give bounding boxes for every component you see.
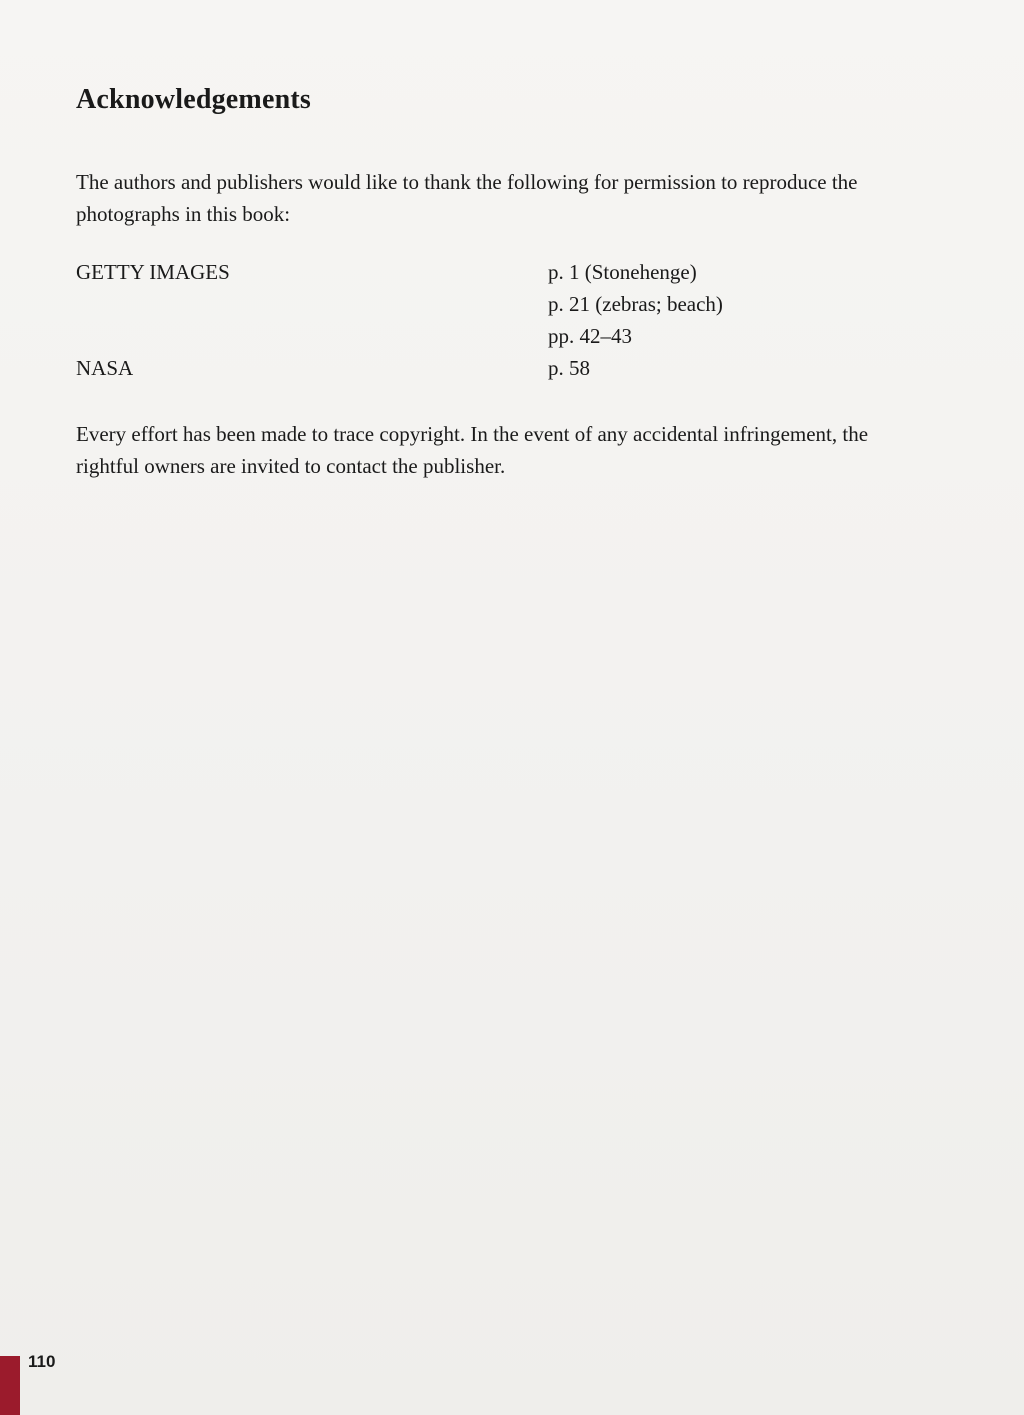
credit-row — [76, 320, 936, 352]
credit-page-reference: p. 58 — [548, 356, 590, 380]
credit-source: GETTY IMAGES — [76, 260, 230, 284]
credit-row — [76, 352, 936, 384]
credit-page-reference: p. 1 (Stonehenge) — [548, 260, 697, 284]
copyright-notice: Every effort has been made to trace copyright. In the event of any accidental infringement, the rightful owners are invited to contact the publisher. — [76, 422, 869, 478]
photo-credits-list — [76, 256, 936, 384]
page-number: 110 — [28, 1352, 56, 1371]
page-title: Acknowledgements — [76, 84, 311, 115]
credit-row — [76, 288, 936, 320]
credit-page-reference: p. 21 (zebras; beach) — [548, 292, 723, 316]
intro-paragraph: The authors and publishers would like to thank the following for permission to reproduce the photographs in this book: — [76, 170, 858, 226]
credit-page-reference: pp. 42–43 — [548, 324, 632, 348]
credit-source: NASA — [76, 356, 134, 380]
folio-color-bar — [0, 1356, 20, 1415]
credit-row — [76, 256, 936, 288]
